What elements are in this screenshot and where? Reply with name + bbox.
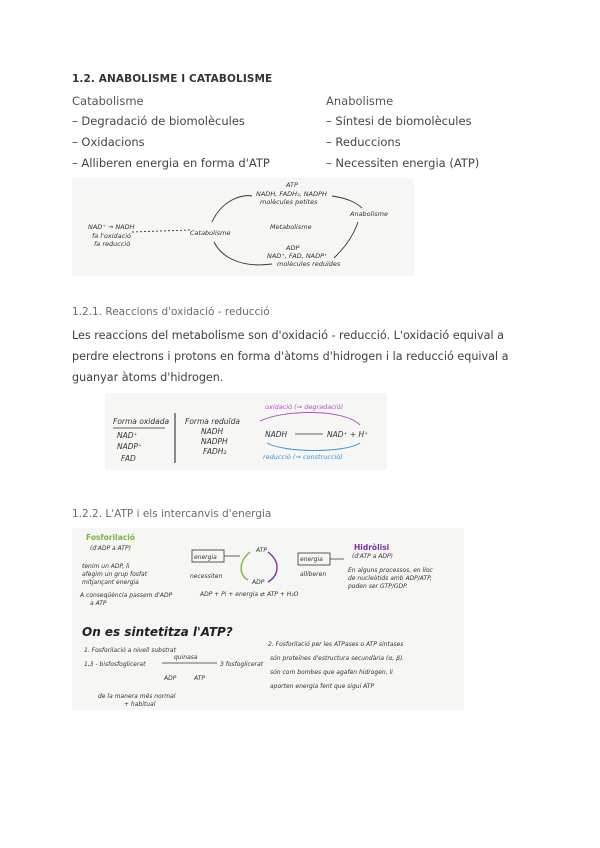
- atp-sketch: [72, 528, 464, 710]
- catabolism-item: – Degradació de biomolècules: [72, 114, 245, 128]
- reduced-form-title: Forma reduïda: [185, 417, 240, 426]
- metabolism-cycle-diagram: [72, 178, 414, 276]
- sketch-note: 1,3 - bisfosfoglicerat: [84, 661, 146, 668]
- anabolism-heading: Anabolisme: [326, 94, 394, 108]
- sketch-note: ADP: [164, 675, 177, 682]
- oxidized-form-title: Forma oxidada: [113, 417, 170, 426]
- sketch-label: NAD⁺ → NADH: [88, 223, 135, 231]
- necessiten-label: necessiten: [190, 573, 223, 580]
- sketch-note: quinasa: [174, 654, 198, 661]
- catabolism-heading: Catabolisme: [72, 94, 144, 108]
- sketch-note: + habitual: [124, 701, 156, 708]
- alliberen-label: alliberen: [300, 571, 327, 578]
- sketch-note: mitjançant energia: [82, 579, 139, 586]
- fosforilacio-label: Fosforilació: [86, 533, 135, 542]
- atp-title: 1.2.2. L'ATP i els intercanvis d'energia: [72, 508, 272, 520]
- oxidized-form-item: NADP⁺: [117, 442, 142, 451]
- section-title: 1.2. ANABOLISME I CATABOLISME: [72, 73, 273, 85]
- sketch-note: afegim un grup fosfat: [82, 571, 148, 578]
- reduced-form-item: NADH: [201, 427, 224, 436]
- sketch-catabolisme: Catabolisme: [190, 229, 231, 237]
- reduction-arrow: [267, 443, 360, 451]
- atp-synthesis-title: On es sintetitza l'ATP?: [82, 625, 233, 639]
- sketch-note: 2. Fosforilació per les ATPases o ATP sintases: [268, 641, 404, 648]
- sketch-note: En alguns processos, en lloc: [348, 567, 433, 574]
- anabolism-item: – Necessiten energia (ATP): [326, 156, 480, 170]
- sketch-note: (d'ADP a ATP): [90, 545, 131, 552]
- anabolism-item: – Síntesi de biomolècules: [326, 114, 472, 128]
- sketch-note: són proteïnes d'estructura secundària (α, β).: [270, 655, 405, 662]
- reduced-form-item: NADPH: [201, 437, 228, 446]
- sketch-note: ATP: [194, 675, 205, 682]
- oxidized-form-item: NAD⁺: [117, 431, 138, 440]
- redox-right-species: NAD⁺ + H⁺: [327, 430, 369, 439]
- adp-molecule-label: ADP: [252, 579, 265, 586]
- reduced-form-item: FADH₂: [203, 447, 227, 456]
- atp-diagram: [72, 528, 464, 710]
- redox-title: 1.2.1. Reaccions d'oxidació - reducció: [72, 306, 270, 318]
- sketch-label: molècules reduïdes: [277, 260, 341, 268]
- sketch-note: poden ser GTP/GDP.: [348, 583, 408, 590]
- sketch-anabolisme: Anabolisme: [350, 210, 388, 218]
- sketch-note: a ATP: [90, 600, 107, 607]
- sketch-note: (d'ATP a ADP): [352, 553, 393, 560]
- redox-sketch: [105, 393, 387, 470]
- sketch-label: fa reducció: [94, 240, 131, 248]
- sketch-note: de nucleòtids amb ADP/ATP,: [348, 575, 432, 582]
- sketch-note: aporten energia fent que sigui ATP: [270, 683, 375, 690]
- hidrolisi-label: Hidròlisi: [354, 543, 390, 552]
- redox-paragraph: Les reaccions del metabolisme son d'oxidació - reducció. L'oxidació equival a perdre electrons i protons en forma d'àtoms d'hidrogen i la reducció equival a guanyar àtoms d'hidrogen.: [72, 329, 509, 384]
- phosphorylation-arc: [241, 552, 250, 580]
- energia-label: energia: [300, 556, 323, 563]
- sketch-label: fa l'oxidació: [92, 232, 132, 240]
- catabolism-item: – Alliberen energia en forma d'ATP: [72, 156, 270, 170]
- oxidation-label: oxidació (⇒ degradació): [265, 403, 344, 411]
- reduction-label: reducció (⇒ construcció): [263, 453, 343, 461]
- sketch-note: 3 fosfoglicerat: [220, 661, 264, 668]
- sketch-label: molècules petites: [260, 198, 318, 206]
- energia-label: energia: [194, 554, 217, 561]
- sketch-note: A conseqüència passem d'ADP: [80, 592, 173, 599]
- hydrolysis-arc: [268, 552, 277, 582]
- atp-molecule-label: ATP: [256, 547, 267, 554]
- redox-diagram: [105, 393, 387, 470]
- sketch-note: de la manera més normal: [98, 693, 176, 700]
- oxidation-arrow: [260, 412, 360, 425]
- sketch-note: són com bombes que agafen hidrogen, li: [270, 669, 393, 676]
- sketch-label: ADP: [286, 244, 300, 252]
- sketch-label: NADH, FADH₂, NADPH: [256, 190, 327, 198]
- redox-left-species: NADH: [265, 430, 288, 439]
- anabolism-item: – Reduccions: [326, 135, 401, 149]
- metabolism-sketch: [72, 178, 414, 276]
- catabolism-item: – Oxidacions: [72, 135, 145, 149]
- atp-equation: ADP + Pi + energia ⇄ ATP + H₂O: [200, 591, 299, 598]
- sketch-label: NAD⁺, FAD, NADP⁺: [267, 252, 328, 260]
- sketch-label: ATP: [286, 181, 298, 189]
- sketch-metabolisme: Metabolisme: [270, 223, 312, 231]
- oxidized-form-item: FAD: [121, 454, 136, 463]
- sketch-note: tenim un ADP, li: [82, 563, 130, 570]
- sketch-note: 1. Fosforilació a nivell substrat: [84, 647, 176, 654]
